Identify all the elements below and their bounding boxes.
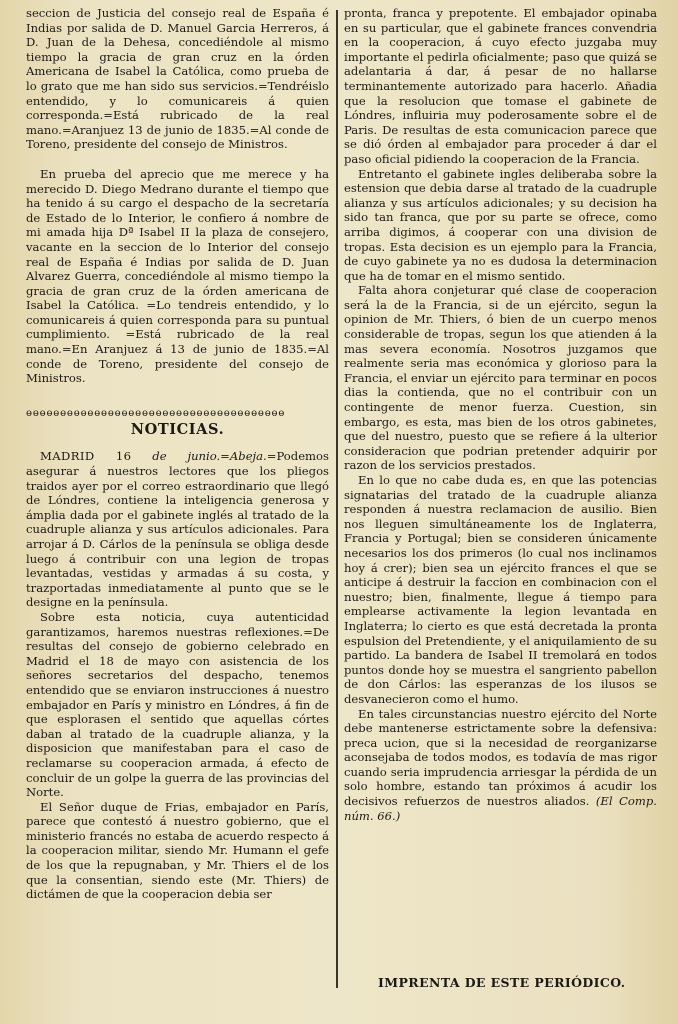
- left-column: [26, 6, 329, 902]
- decree-paragraph-2: En prueba del aprecio que me merece y ha merecido D. Diego Medrano durante el tiempo que ha tenido á su cargo el despacho de la secretaría de Estado de lo Interior, le confiero á nombre de mi amada hija Dª Isabel II la plaza de consejero, vacante en la seccion de lo Interior del consejo real de España é Indias por salida de D. Juan Alvarez Guerra, concediéndole al mismo tiempo la gracia de gran cruz de la órden americana de Isabel la Católica. =Lo tendreis entendido, y lo comunicareis á quien corresponda para su puntual cumplimiento. =Está rubricado de la real mano.=En Aranjuez á 13 de junio de 1835.=Al conde de Toreno, presidente del consejo de Ministros.: [26, 166, 329, 386]
- news-paragraph-circunstancias-body: En tales circunstancias nuestro ejército del Norte debe mantenerse estrictamente sobre la defensiva: preca ucion, que si la necesidad de reorganizarse aconsejaba de todos modos, es todavía de mas rigor cuando seria imprudencia arriesgar la pérdida de un solo hombre, estando tan próximos á acudir los decisivos refuerzos de nuestros aliados.: [344, 706, 657, 809]
- news-paragraph-continued: pronta, franca y prepotente. El embajador opinaba en su particular, que el gabinete frances convendria en la cooperacion, á cuyo efecto juzgaba muy importante el pedirla oficialmente; paso que quizá se adelantaria á dar, á pesar de no hallarse terminantemente autorizado para hacerlo. Añadia que la resolucion que tomase el gabinete de Lóndres, influiria muy poderosamente sobre el de Paris. De resultas de esta comunicacion parece que se dió órden al embajador para proceder á dar el paso oficial pidiendo la cooperacion de la Francia.: [344, 6, 657, 166]
- news-paragraph-gabinete-ingles: Entretanto el gabinete ingles deliberaba sobre la estension que debia darse al tratado de la cuadruple alianza y sus artículos adicionales; y su decision ha sido tan franca, que por su parte se ofrece, como arriba digimos, á cooperar con una division de tropas. Esta decision es un ejemplo para la Francia, de cuyo gabinete ya no es dudosa la determinacion que ha de tomar en el mismo sentido.: [344, 166, 657, 283]
- news-paragraph-reflexiones: Sobre esta noticia, cuya autenticidad garantizamos, haremos nuestras reflexiones.=De resultas del consejo de gobierno celebrado en Madrid el 18 de mayo con asistencia de los señores secretarios del despacho, tenemos entendido que se enviaron instrucciones á nuestro embajador en París y ministro en Lóndres, á fin de que esplorasen el sentido que aquellas córtes daban al tratado de la cuadruple alianza, y la disposicion que manifestaban para el caso de reclamarse su cooperacion armada, á efecto de concluir de un golpe la guerra de las provincias del Norte.: [26, 609, 329, 800]
- news-paragraph-cooperacion: Falta ahora conjeturar qué clase de cooperacion será la de la Francia, si de un ejército, segun la opinion de Mr. Thiers, ó bien de un cuerpo menos considerable de tropas, segun los que atienden á la mas severa economía. Nosotros juzgamos que realmente seria mas económica y glorioso para la Francia, el enviar un ejército para terminar en pocos dias la contienda, que no el contribuir con un contingente de menor fuerza. Cuestion, sin embargo, es esta, mas bien de los otros gabinetes, que del nuestro, puesto que se refiere á la ulterior consideracion que podrian pretender adquirir por razon de los servicios prestados.: [344, 283, 657, 473]
- dateline-source: de junio.=Abeja.=: [131, 449, 277, 464]
- right-column: [344, 6, 657, 823]
- news-paragraph-frias: El Señor duque de Frias, embajador en París, parece que contestó á nuestro gobierno, que el ministerio francés no estaba de acuerdo respecto á la cooperacion militar, siendo Mr. Humann el gefe de los que la repugnaban, y Mr. Thiers el de los que la consentian, siendo este (Mr. Thiers) de dictámen de que la cooperacion debia ser: [26, 799, 329, 902]
- section-heading: NOTICIAS.: [130, 420, 225, 438]
- news-paragraph-madrid-body: Podemos asegurar á nuestros lectores que los pliegos traidos ayer por el correo estraordinario que llegó de Lóndres, contiene la inteligencia generosa y ámplia dada por el gabinete inglés al tratado de la cuadruple alianza y sus artículos adicionales. Para arrojar á D. Cárlos de la península se obliga desde luego á contribuir con una legion de tropas levantadas, vestidas y armadas á su costa, y trazportadas inmediatamente al punto que se le designe en la península.: [26, 449, 329, 610]
- ornamental-divider: ɵɵɵɵɵɵɵɵɵɵɵɵɵɵɵɵɵɵɵɵɵɵɵɵɵɵɵɵɵɵɵɵɵɵɵɵɵɵ: [26, 407, 286, 417]
- source-citation: (El Comp. núm. 66.): [344, 794, 657, 823]
- column-rule: [336, 10, 338, 988]
- news-paragraph-circunstancias: [344, 707, 657, 824]
- news-paragraph-madrid: [26, 449, 329, 610]
- dateline-city: MADRID 16: [40, 449, 132, 464]
- decree-paragraph-1: seccion de Justicia del consejo real de España é Indias por salida de D. Manuel Garcia Herreros, á D. Juan de la Dehesa, concediéndole al mismo tiempo la gracia de gran cruz en la órden Americana de Isabel la Católica, como prueba de lo grato que me han sido sus servicios.=Tendréislo entendido, y lo comunicareis á quien corresponda.=Está rubricado de la real mano.=Aranjuez 13 de junio de 1835.=Al conde de Toreno, presidente del consejo de Ministros.: [26, 6, 329, 152]
- imprint-line: IMPRENTA DE ESTE PERIÓDICO.: [378, 975, 626, 990]
- news-paragraph-potencias: En lo que no cabe duda es, en que las potencias signatarias del tratado de la cuadruple alianza responden á nuestra reclamacion de ausilio. Bien nos lleguen simultáneamente los de Inglaterra, Francia y Portugal; bien se consideren únicamente necesarios los dos primeros (lo cual nos inclinamos hoy á crer); bien sea un ejército frances el que se anticipe á destruir la faccion en combinacion con el nuestro; bien, finalmente, llegue á tiempo para emplearse activamente la legion levantada en Inglaterra; lo cierto es que está decretada la pronta espulsion del Pretendiente, y el aniquilamiento de su partido. La bandera de Isabel II tremolará en todos puntos donde hoy se muestra el sangriento pabellon de don Cárlos: las esperanzas de los ilusos se desvanecieron como el humo.: [344, 473, 657, 706]
